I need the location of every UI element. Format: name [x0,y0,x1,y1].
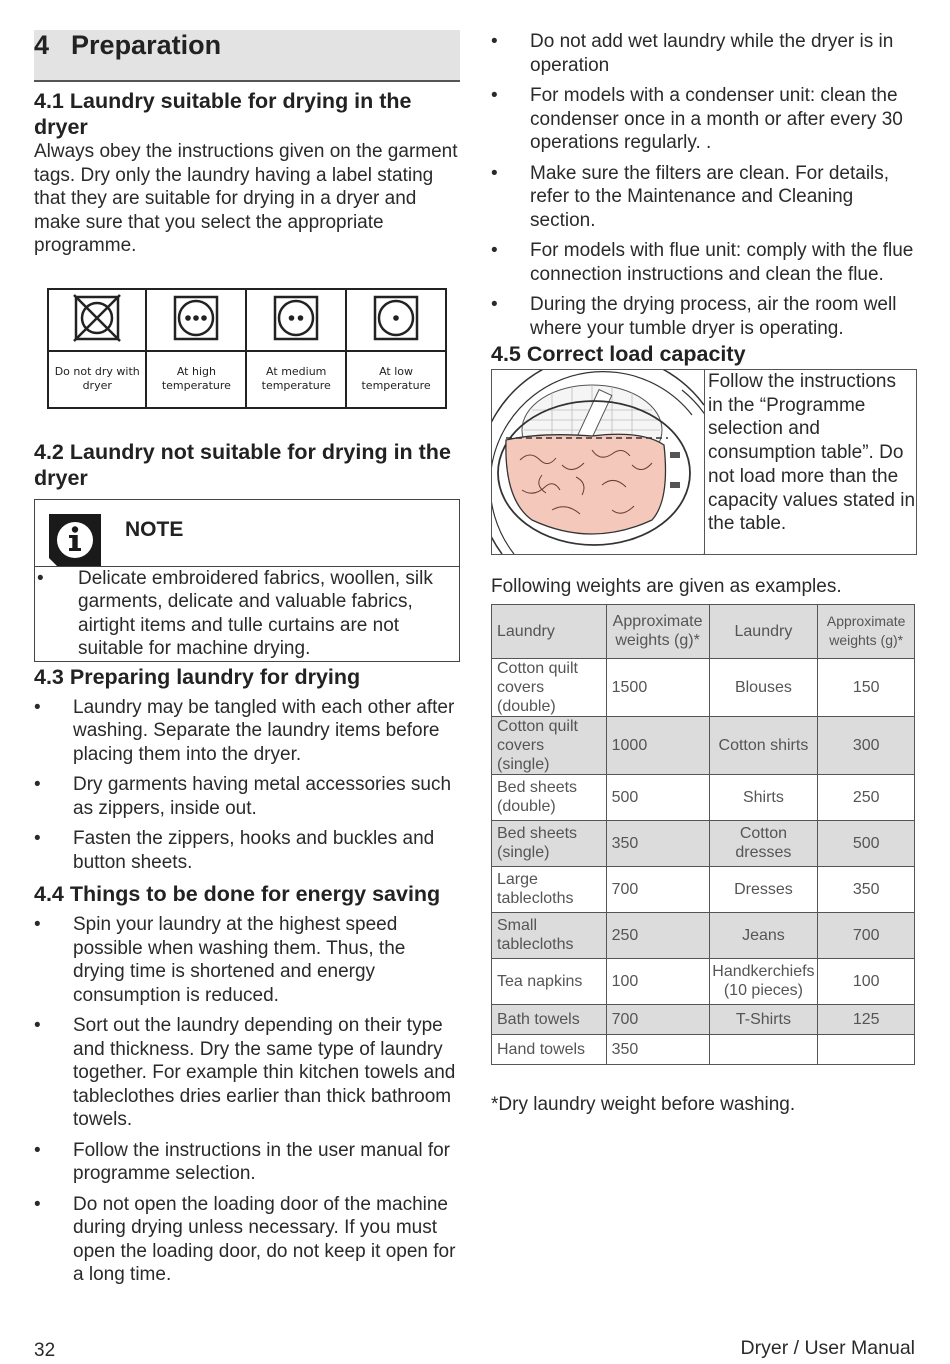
table-header: Approximate weights (g)* [818,604,915,658]
list-item: • Spin your laundry at the highest speed possible when washing them. Thus, the drying time is shortened and energy consumption is reduced. [34,914,406,1006]
symbol-cell [246,289,346,351]
examples-intro: Following weights are given as examples. [491,576,842,597]
list-item: • Do not add wet laundry while the dryer is in operation [491,31,894,76]
table-cell: 150 [818,658,915,716]
table-row [492,658,915,716]
list-item: • During the drying process, air the room well where your tumble dryer is operating. [491,294,897,339]
list-item: • Fasten the zippers, hooks and buckles and button sheets. [34,828,435,873]
table-cell: Handkerchiefs (10 pieces) [709,958,818,1004]
table-cell: Jeans [709,912,818,958]
table-row [492,958,915,1004]
weights-table [491,604,915,1065]
table-header: Laundry [709,604,818,658]
table-cell: T-Shirts [709,1004,818,1034]
section-4-4-list-continued [491,30,916,340]
table-cell [709,1034,818,1064]
table-row [492,1004,915,1034]
table-cell: 500 [818,820,915,866]
table-cell: 250 [606,912,709,958]
list-item-text: Laundry may be tangled with each other after washing. Separate the laundry items before placing them into the dryer. [73,696,455,765]
table-cell: Cotton quilt covers (double) [492,658,607,716]
table-cell: 700 [606,1004,709,1034]
table-cell: Bath towels [492,1004,607,1034]
list-item-text: During the drying process, air the room well where your tumble dryer is operating. [530,294,897,339]
table-cell [818,1034,915,1064]
table-cell: 350 [606,1034,709,1064]
symbol-cell [346,289,446,351]
list-item-text: Sort out the laundry depending on their type and thickness. Dry the same type of laundry together. For example thin kitchen towels and tableclothes dries earlier than thick bathroom towels. [73,1015,456,1130]
list-item: • For models with flue unit: comply with the flue connection instructions and clean the flue. [491,240,914,285]
medium-temperature-icon [271,293,321,343]
note-item-text: Delicate embroidered fabrics, woollen, silk garments, delicate and valuable fabrics, airtight items and tulle curtains are not suitable for machine drying. [78,567,433,659]
list-item: • For models with a condenser unit: clean the condenser once in a month or after every 30 operations regularly. . [491,85,903,153]
list-item: • Follow the instructions in the user manual for programme selection. [34,1139,451,1184]
table-cell: 700 [606,866,709,912]
list-item: • Do not open the loading door of the machine during drying unless necessary. If you must open the loading door, do not keep it open for a long time. [34,1193,456,1285]
table-cell: 300 [818,716,915,774]
note-header [35,500,459,567]
note-box [34,499,460,662]
symbol-label: At medium temperature [246,351,346,408]
list-item-text: Fasten the zippers, hooks and buckles and button sheets. [73,828,435,873]
table-cell: Large tablecloths [492,866,607,912]
list-item-text: Do not add wet laundry while the dryer is in operation [530,31,894,76]
note-title: NOTE [125,517,184,541]
symbol-cell [146,289,246,351]
load-capacity-box [491,369,917,555]
dryer-drum-loaded-icon [492,370,704,554]
chapter-title: Preparation [71,30,222,60]
list-item: • Laundry may be tangled with each other after washing. Separate the laundry items before placing them into the dryer. [34,696,455,765]
table-cell: 100 [606,958,709,1004]
table-row [492,716,915,774]
section-4-3-heading: 4.3 Preparing laundry for drying [34,664,361,689]
table-cell: Blouses [709,658,818,716]
section-4-3-list [34,696,460,875]
table-cell: Cotton quilt covers (single) [492,716,607,774]
low-temperature-icon [371,293,421,343]
list-item-text: Spin your laundry at the highest speed possible when washing them. Thus, the drying time is shortened and energy consumption is reduced. [73,914,406,1006]
table-cell: 350 [818,866,915,912]
table-row [492,774,915,820]
section-4-4-list [34,913,460,1287]
table-cell: 700 [818,912,915,958]
high-temperature-icon [171,293,221,343]
list-item-text: For models with a condenser unit: clean the condenser once in a month or after every 30 operations regularly. . [530,85,903,153]
list-item-text: Follow the instructions in the user manual for programme selection. [73,1139,451,1184]
info-icon [49,514,101,566]
table-cell: 250 [818,774,915,820]
table-header-row [492,604,915,658]
list-item-text: Do not open the loading door of the machine during drying unless necessary. If you must open the loading door, do not keep it open for a long time. [73,1193,456,1285]
care-symbols-table [47,288,447,409]
table-cell: Small tablecloths [492,912,607,958]
list-item-text: Dry garments having metal accessories such as zippers, inside out. [73,774,452,819]
table-cell: 125 [818,1004,915,1034]
dryer-drum-image [492,370,705,554]
note-item: • Delicate embroidered fabrics, woollen, silk garments, delicate and valuable fabrics, airtight items and tulle curtains are not suitable for machine drying. [37,567,433,659]
manual-title: Dryer / User Manual [740,1337,915,1359]
table-cell: 350 [606,820,709,866]
table-row [492,1034,915,1064]
table-header: Laundry [492,604,607,658]
section-4-5-heading: 4.5 Correct load capacity [491,342,746,366]
symbol-cell [48,289,146,351]
section-4-4-heading: 4.4 Things to be done for energy saving [34,882,441,906]
table-cell: 1000 [606,716,709,774]
table-row [492,866,915,912]
chapter-number: 4 [34,30,50,60]
table-cell: Bed sheets (double) [492,774,607,820]
do-not-dry-icon [72,293,122,343]
right-column [491,30,916,1116]
table-header: Approximate weights (g)* [606,604,709,658]
section-4-1-heading: 4.1 Laundry suitable for drying in the dryer [34,89,412,139]
section-4-2-heading: 4.2 Laundry not suitable for drying in the dryer [34,439,451,490]
list-item: • Dry garments having metal accessories such as zippers, inside out. [34,774,452,819]
table-cell: Cotton dresses [709,820,818,866]
table-row [492,820,915,866]
list-item-text: For models with flue unit: comply with the flue connection instructions and clean the flue. [530,240,914,285]
list-item: • Make sure the filters are clean. For details, refer to the Maintenance and Cleaning section. [491,162,890,231]
table-cell: Tea napkins [492,958,607,1004]
table-cell: Hand towels [492,1034,607,1064]
note-list [35,567,459,661]
symbol-label: Do not dry with dryer [48,351,146,408]
list-item-text: Make sure the filters are clean. For details, refer to the Maintenance and Cleaning section. [530,162,890,231]
left-column [34,30,460,1294]
symbol-label: At low temperature [346,351,446,408]
table-cell: Bed sheets (single) [492,820,607,866]
table-cell: 100 [818,958,915,1004]
page-number: 32 [34,1340,56,1361]
section-4-1-body: Always obey the instructions given on the garment tags. Dry only the laundry having a label stating that they are suitable for drying in a dryer and make sure that you select the appropriate programme. [34,141,458,256]
table-footnote: *Dry laundry weight before washing. [491,1093,796,1115]
chapter-heading [34,30,460,82]
table-cell: 1500 [606,658,709,716]
table-cell: Dresses [709,866,818,912]
table-cell: 500 [606,774,709,820]
list-item: • Sort out the laundry depending on their type and thickness. Dry the same type of laundry together. For example thin kitchen towels and tableclothes dries earlier than thick bathroom towels. [34,1015,456,1130]
table-cell: Cotton shirts [709,716,818,774]
table-row [492,912,915,958]
load-capacity-text: Follow the instructions in the “Programme selection and consumption table”. Do not load more than the capacity values stated in the table. [708,371,916,535]
table-cell: Shirts [709,774,818,820]
symbol-label: At high temperature [146,351,246,408]
